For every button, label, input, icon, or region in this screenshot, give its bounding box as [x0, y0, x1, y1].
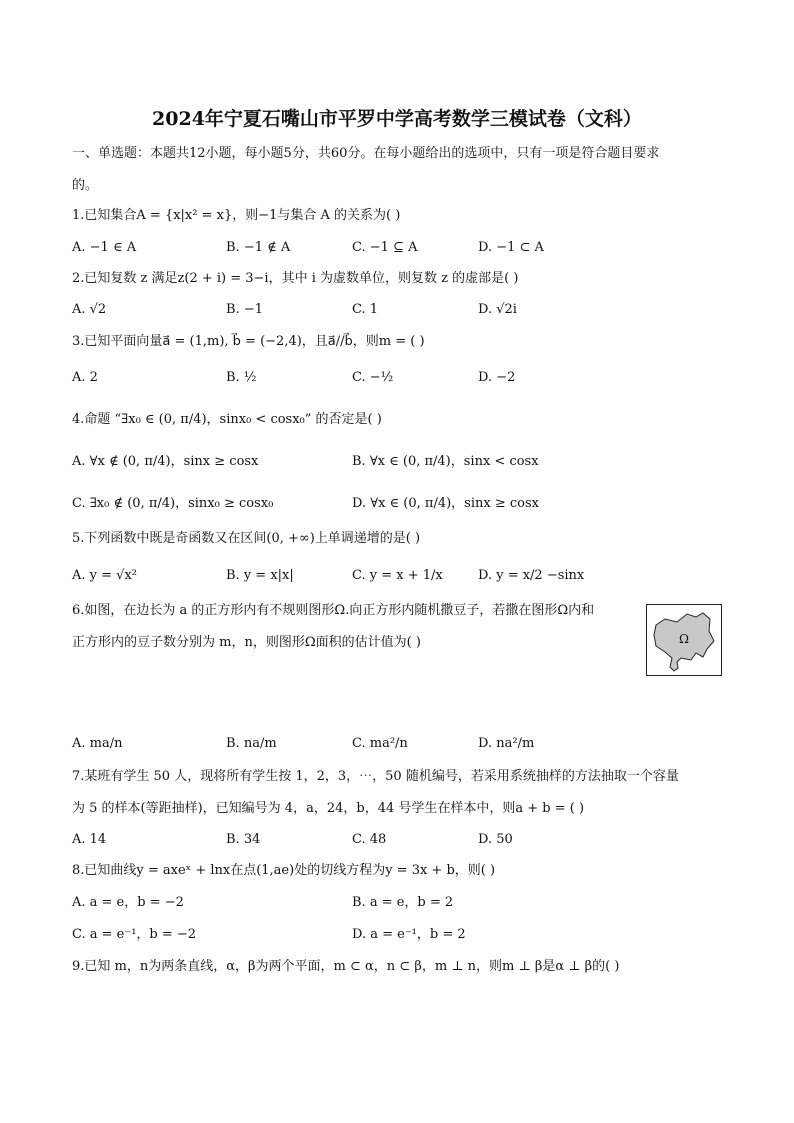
q6-option-b: B. na/m: [226, 736, 277, 751]
question-1-stem: 1.已知集合A = {x|x² = x}，则−1与集合 A 的关系为( ): [72, 208, 401, 223]
q3-option-a: A. 2: [72, 370, 98, 385]
q4-option-a: A. ∀x ∉ (0, π/4)，sinx ≥ cosx: [72, 454, 259, 469]
q2-option-b: B. −1: [226, 302, 263, 317]
q2-option-c: C. 1: [352, 302, 379, 317]
section-instruction-cont: 的。: [72, 178, 99, 193]
q7-option-b: B. 34: [226, 832, 261, 847]
q7-option-d: D. 50: [478, 832, 513, 847]
q2-option-a: A. √2: [72, 302, 107, 317]
omega-figure: [646, 604, 722, 676]
question-4-stem: 4.命题 “∃x₀ ∈ (0, π/4)，sinx₀ < cosx₀” 的否定是( ): [72, 412, 382, 427]
question-5-stem: 5.下列函数中既是奇函数又在区间(0, +∞)上单调递增的是( ): [72, 531, 421, 546]
q8-option-c: C. a = e⁻¹，b = −2: [72, 927, 197, 942]
question-6-stem-cont: 正方形内的豆子数分别为 m，n，则图形Ω面积的估计值为( ): [72, 635, 421, 650]
q3-option-c: C. −½: [352, 370, 394, 385]
irregular-shape-diagram: [647, 605, 721, 675]
page-title: 2024年宁夏石嘴山市平罗中学高考数学三模试卷（文科）: [152, 108, 642, 130]
q8-option-a: A. a = e，b = −2: [72, 895, 184, 910]
q5-option-a: A. y = √x²: [72, 568, 137, 583]
q1-option-d: D. −1 ⊂ A: [478, 240, 544, 255]
q4-option-b: B. ∀x ∈ (0, π/4)，sinx < cosx: [352, 454, 539, 469]
q7-option-c: C. 48: [352, 832, 387, 847]
q6-option-d: D. na²/m: [478, 736, 535, 751]
question-7-stem: 7.某班有学生 50 人，现将所有学生按 1，2，3，⋯，50 随机编号，若采用系统抽样的方法抽取一个容量: [72, 769, 679, 784]
q1-option-c: C. −1 ⊆ A: [352, 240, 418, 255]
question-9-stem: 9.已知 m，n为两条直线，α，β为两个平面，m ⊂ α，n ⊂ β，m ⊥ n，则m ⊥ β是α ⊥ β的( ): [72, 959, 620, 974]
question-2-stem: 2.已知复数 z 满足z(2 + i) = 3−i，其中 i 为虚数单位，则复数 z 的虚部是( ): [72, 271, 519, 286]
q1-option-b: B. −1 ∉ A: [226, 240, 291, 255]
q5-option-c: C. y = x + 1/x: [352, 568, 443, 583]
question-6-stem: 6.如图，在边长为 a 的正方形内有不规则图形Ω.向正方形内随机撒豆子，若撒在图形Ω内和: [72, 603, 595, 618]
q5-option-d: D. y = x/2 −sinx: [478, 568, 585, 583]
q3-option-d: D. −2: [478, 370, 516, 385]
q6-option-c: C. ma²/n: [352, 736, 408, 751]
q8-option-d: D. a = e⁻¹，b = 2: [352, 927, 466, 942]
q6-option-a: A. ma/n: [72, 736, 123, 751]
question-3-stem: 3.已知平面向量a⃗ = (1,m), b⃗ = (−2,4)，且a⃗//b⃗，则m = ( ): [72, 334, 425, 349]
q3-option-b: B. ½: [226, 370, 257, 385]
omega-label: Ω: [679, 632, 689, 646]
q4-option-d: D. ∀x ∈ (0, π/4)，sinx ≥ cosx: [352, 496, 539, 511]
section-instruction: 一、单选题：本题共12小题，每小题5分，共60分。在每小题给出的选项中，只有一项是符合题目要求: [72, 146, 660, 161]
question-7-stem-cont: 为 5 的样本(等距抽样)，已知编号为 4，a，24，b，44 号学生在样本中，则a + b = ( ): [72, 801, 585, 816]
q4-option-c: C. ∃x₀ ∉ (0, π/4)，sinx₀ ≥ cosx₀: [72, 496, 274, 511]
q1-option-a: A. −1 ∈ A: [72, 240, 137, 255]
q8-option-b: B. a = e，b = 2: [352, 895, 454, 910]
q5-option-b: B. y = x|x|: [226, 568, 294, 583]
q2-option-d: D. √2i: [478, 302, 517, 317]
q7-option-a: A. 14: [72, 832, 107, 847]
question-8-stem: 8.已知曲线y = axeˣ + lnx在点(1,ae)处的切线方程为y = 3x + b，则( ): [72, 863, 496, 878]
